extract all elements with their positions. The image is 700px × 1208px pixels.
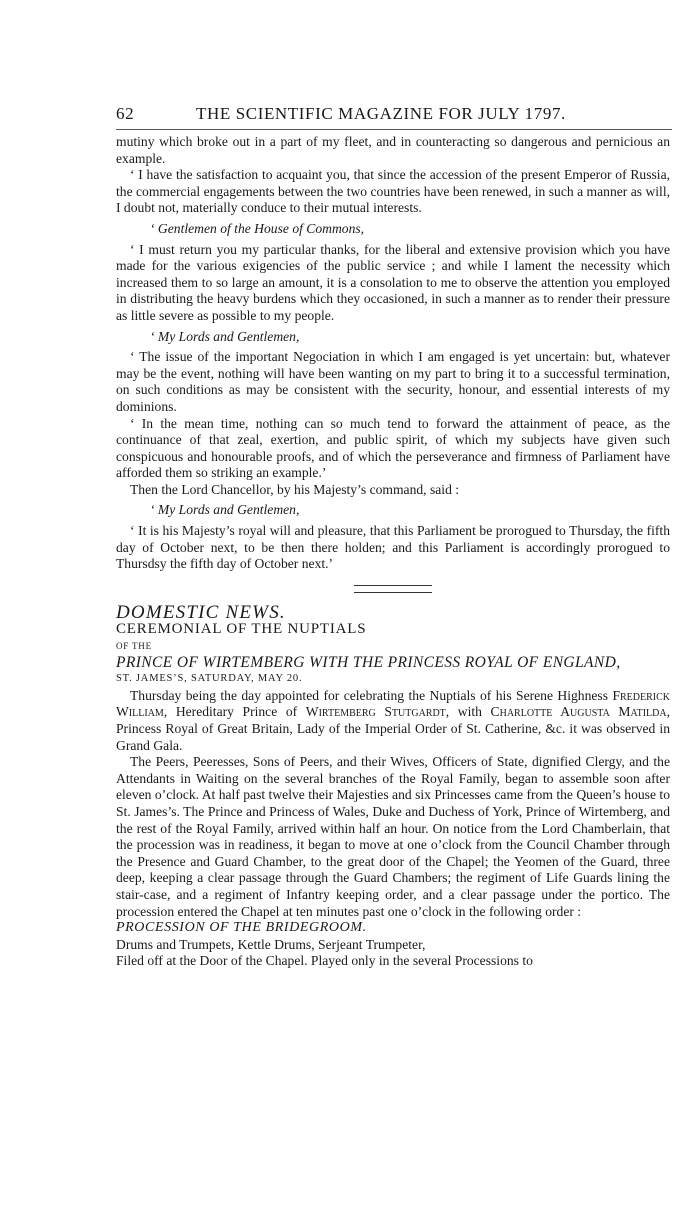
header-rule bbox=[116, 129, 672, 130]
speech-paragraph-4: ‘ The issue of the important Negociation in which I am engaged is yet uncertain: but, whatever may be the event, nothing will have been wanting on my part to bring it to a successful termination, on such conditions as may be consistent with the security, honour, and essential interests of my dominions. bbox=[116, 349, 670, 414]
nuptials-text-d: , Princess Royal of Great Britain, Lady of the Imperial Order of St. Catherine, &c. it was observed in Grand Gala. bbox=[116, 704, 670, 753]
name-charlotte-augusta-matilda: Charlotte Augusta Matilda bbox=[490, 704, 667, 720]
speech-paragraph-7: ‘ It is his Majesty’s royal will and pleasure, that this Parliament be prorogued to Thursday, the fifth day of October next, to be then there holden; and this Parliament is accordingly prorogued to Thursdsy the fifth day of October next.’ bbox=[116, 523, 670, 572]
speech-paragraph-1: mutiny which broke out in a part of my fleet, and in counteracting so dangerous and pernicious an example. bbox=[116, 134, 670, 166]
of-the-line: OF THE bbox=[116, 641, 152, 652]
salutation-lords-2: ‘ My Lords and Gentlemen, bbox=[150, 502, 300, 518]
prince-heading: PRINCE OF WIRTEMBERG WITH THE PRINCESS ROYAL OF ENGLAND, bbox=[116, 653, 621, 671]
nuptials-paragraph-2: The Peers, Peeresses, Sons of Peers, and their Wives, Officers of State, dignified Clergy, and the Attendants in Waiting on the several branches of the Royal Family, began to assemble soon after eleven o’clock. At half past twelve their Majesties and six Princesses came from the Queen’s house to St. James’s. The Prince and Princess of Wales, Duke and Duchess of York, Prince of Wirtemberg, and the rest of the Royal Family, arrived within half an hour. On notice from the Lord Chamberlain, that the procession was in readiness, it began to move at one o’clock from the Council Chamber through the Presence and Guard Chamber, to the great door of the Chapel; the Yeomen of the Guard, three deep, keeping a clear passage through the Guard Chambers; the regiment of Life Guards lining the stair-case, and a regiment of Infantry keeping order, and a clear passage under the portico. The procession entered the Chapel at ten minutes past one o’clock in the following order : bbox=[116, 754, 670, 919]
ceremonial-heading: CEREMONIAL OF THE NUPTIALS bbox=[116, 621, 367, 638]
name-wirtemberg-stutgardt: Wirtemberg Stutgardt bbox=[305, 704, 446, 720]
page-number: 62 bbox=[116, 104, 135, 123]
domestic-news-heading: DOMESTIC NEWS. bbox=[116, 601, 286, 623]
running-header bbox=[116, 104, 672, 124]
nuptials-text-a: Thursday being the day appointed for celebrating the Nuptials of his Serene Highness bbox=[130, 687, 613, 703]
salutation-lords: ‘ My Lords and Gentlemen, bbox=[150, 328, 300, 344]
nuptials-text-b: , Hereditary Prince of bbox=[163, 704, 306, 720]
drums-line: Drums and Trumpets, Kettle Drums, Serjeant Trumpeter, bbox=[116, 936, 426, 952]
speech-paragraph-2: ‘ I have the satisfaction to acquaint you, that since the accession of the present Emperor of Russia, the commercial engagements between the two countries have been renewed, in such a manner as will, I doubt not, materially conduce to their mutual interests. bbox=[116, 167, 670, 216]
speech-paragraph-5: ‘ In the mean time, nothing can so much tend to forward the attainment of peace, as the continuance of that zeal, exertion, and public spirit, of which my subjects have given such conspicuous and honourable proofs, and of which the perseverance and firmness of Parliament have afforded them so striking an example.’ bbox=[116, 415, 670, 481]
speech-paragraph-6: Then the Lord Chancellor, by his Majesty’s command, said : bbox=[130, 481, 460, 497]
nuptials-paragraph-1 bbox=[116, 688, 670, 754]
name-frederick-william: Frederick William bbox=[116, 687, 670, 720]
salutation-commons: ‘ Gentlemen of the House of Commons, bbox=[150, 220, 365, 236]
running-title: THE SCIENTIFIC MAGAZINE FOR JULY 1797. bbox=[196, 104, 566, 123]
procession-heading: PROCESSION OF THE BRIDEGROOM. bbox=[116, 920, 367, 936]
filed-line: Filed off at the Door of the Chapel. Played only in the several Processions to bbox=[116, 953, 533, 969]
speech-paragraph-3: ‘ I must return you my particular thanks, for the liberal and extensive provision which you have made for the various exigencies of the public service ; and while I lament the necessity which increased them to so large an amount, it is a consolation to me to observe the attention you employed in distributing the heavy burdens which they occasioned, in such a manner as to render their pressure as little severe as possible to my people. bbox=[116, 241, 670, 323]
section-divider bbox=[354, 585, 432, 593]
nuptials-text-c: , with bbox=[445, 704, 491, 720]
body-text bbox=[116, 134, 670, 970]
dateline: ST. JAMES’S, SATURDAY, MAY 20. bbox=[116, 673, 303, 685]
